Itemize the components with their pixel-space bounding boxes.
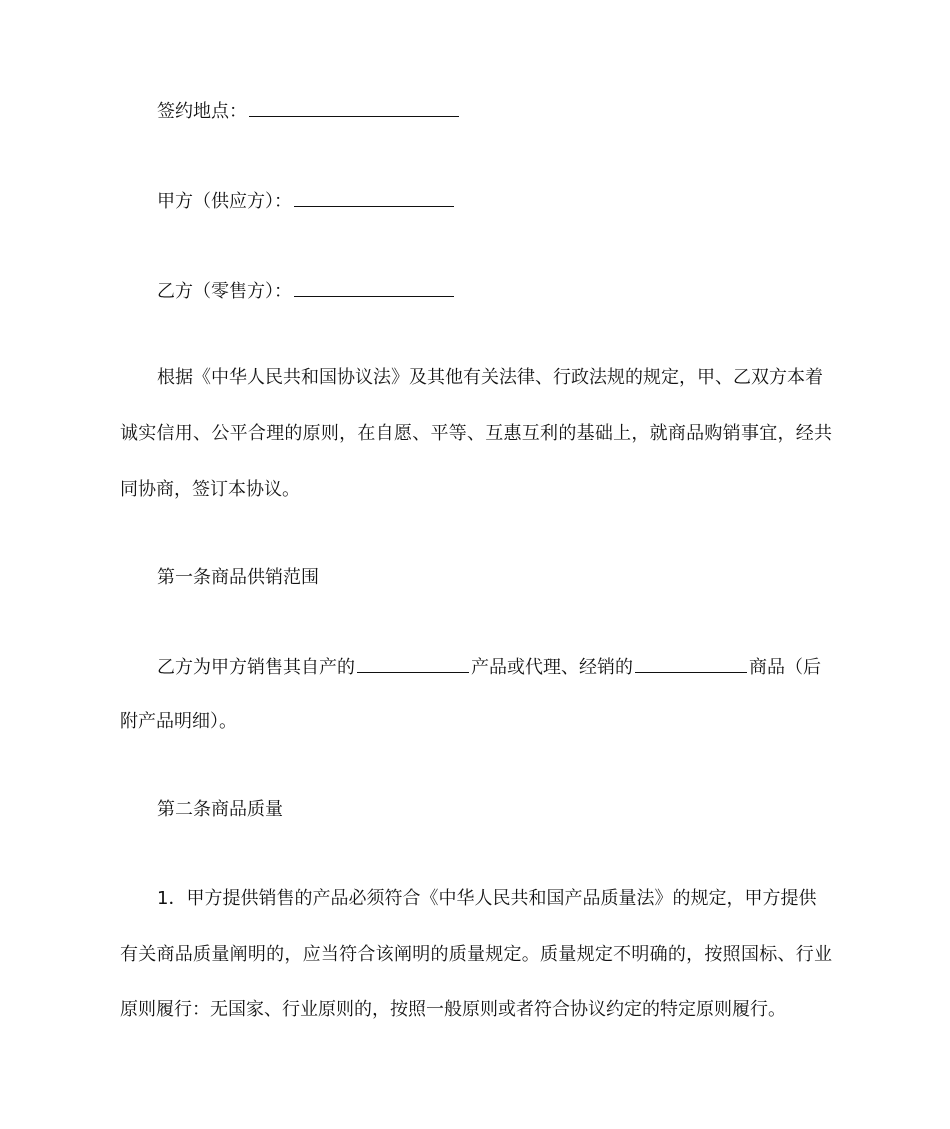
- party-b-label: 乙方（零售方）：: [157, 281, 292, 302]
- article-1-line-2: 附产品明细）。: [120, 711, 237, 732]
- article-1-title: 第一条商品供销范围: [157, 567, 319, 588]
- article-2-title: 第二条商品质量: [157, 799, 283, 820]
- party-a-label: 甲方（供应方）：: [157, 191, 292, 212]
- clause-1-line-2: 有关商品质量阐明的，应当符合该阐明的质量规定。质量规定不明确的，按照国标、行业: [120, 944, 832, 965]
- signing-place-blank: [249, 98, 459, 117]
- article-1-text-part-1: 乙方为甲方销售其自产的: [157, 657, 355, 678]
- party-b-row: [157, 278, 869, 304]
- signing-place-label: 签约地点：: [157, 101, 247, 122]
- clause-1-line-1: 1．甲方提供销售的产品必须符合《中华人民共和国产品质量法》的规定，甲方提供: [157, 888, 817, 909]
- clause-1-line-3: 原则履行：无国家、行业原则的，按照一般原则或者符合协议约定的特定原则履行。: [120, 999, 786, 1020]
- signing-place-row: [157, 98, 869, 124]
- article-1-text-part-2: 产品或代理、经销的: [471, 657, 633, 678]
- agency-product-blank: [635, 654, 747, 673]
- party-a-row: [157, 188, 869, 214]
- intro-line-2: 诚实信用、公平合理的原则，在自愿、平等、互惠互利的基础上，就商品购销事宜，经共: [120, 423, 832, 444]
- party-b-blank: [294, 278, 454, 297]
- intro-line-1: 根据《中华人民共和国协议法》及其他有关法律、行政法规的规定，甲、乙双方本着: [157, 367, 823, 388]
- own-product-blank: [357, 654, 469, 673]
- party-a-blank: [294, 188, 454, 207]
- article-1-line-1: [157, 654, 869, 680]
- intro-line-3: 同协商，签订本协议。: [120, 479, 300, 500]
- article-1-text-part-3: 商品（后: [749, 657, 821, 678]
